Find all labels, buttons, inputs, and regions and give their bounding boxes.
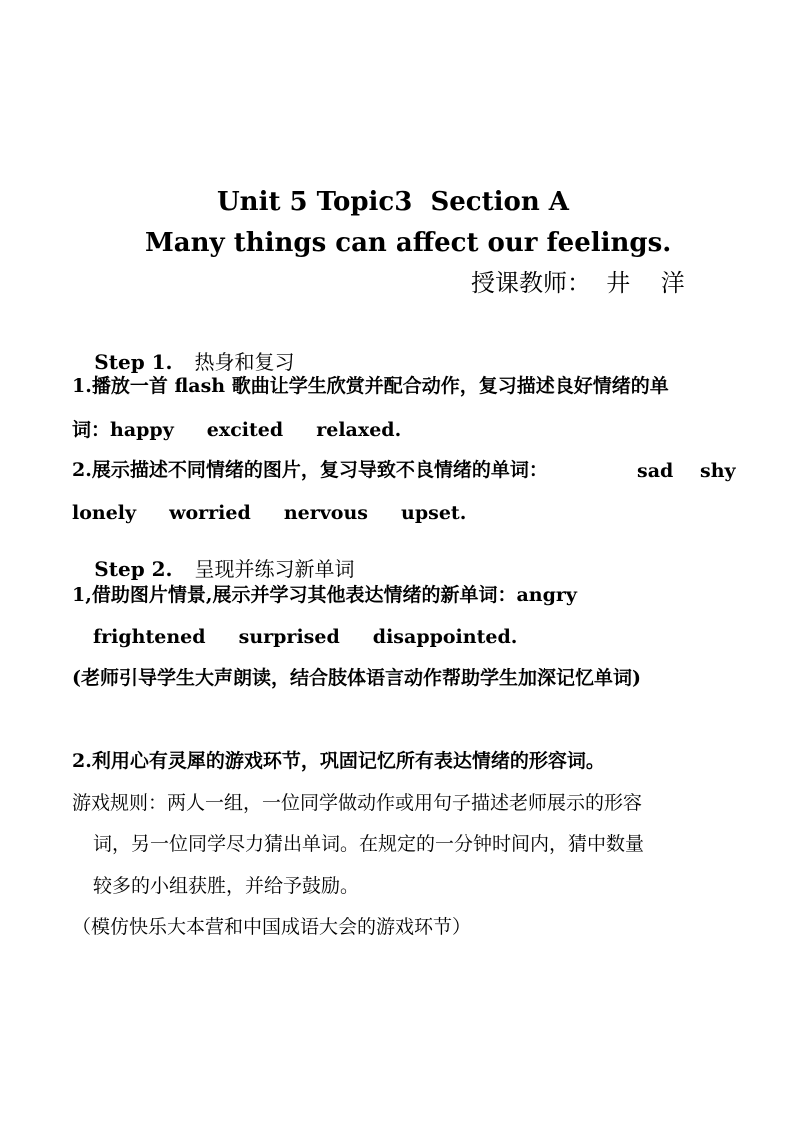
step1-item2-line1: 2.展示描述不同情绪的图片，复习导致不良情绪的单词： (72, 459, 548, 481)
step1-item2-line2: lonely worried nervous upset. (72, 502, 467, 524)
teacher-name: 授课教师： 井 洋 (471, 269, 685, 297)
step2-item2-line1: 2.利用心有灵犀的游戏环节，巩固记忆所有表达情绪的形容词。 (72, 750, 605, 772)
game-rules-line3: 较多的小组获胜，并给予鼓励。 (93, 875, 360, 897)
game-rules-note: （模仿快乐大本营和中国成语大会的游戏环节） (72, 916, 472, 938)
step1-label: Step 1. (94, 350, 173, 374)
step1-item1-line2: 词：happy excited relaxed. (72, 419, 402, 441)
step2-label: Step 2. (94, 557, 173, 581)
document-title: Unit 5 Topic3 Section A (217, 187, 569, 217)
step1-item1-line1: 1.播放一首 flash 歌曲让学生欣赏并配合动作，复习描述良好情绪的单 (72, 375, 669, 397)
step2-item1-line2: frightened surprised disappointed. (93, 626, 518, 648)
step2-item1-note: (老师引导学生大声朗读，结合肢体语言动作帮助学生加深记忆单词) (72, 667, 641, 689)
step1-title: 热身和复习 (194, 350, 295, 374)
word-shy: shy (700, 460, 736, 482)
game-rules-line1: 游戏规则：两人一组，一位同学做动作或用句子描述老师展示的形容 (72, 792, 643, 814)
step2-item1-line1: 1,借助图片情景,展示并学习其他表达情绪的新单词：angry (72, 584, 577, 606)
word-sad: sad (637, 460, 674, 482)
step2-title: 呈现并练习新单词 (194, 557, 355, 581)
document-subtitle: Many things can affect our feelings. (145, 228, 672, 258)
game-rules-line2: 词，另一位同学尽力猜出单词。在规定的一分钟时间内，猜中数量 (93, 833, 645, 855)
